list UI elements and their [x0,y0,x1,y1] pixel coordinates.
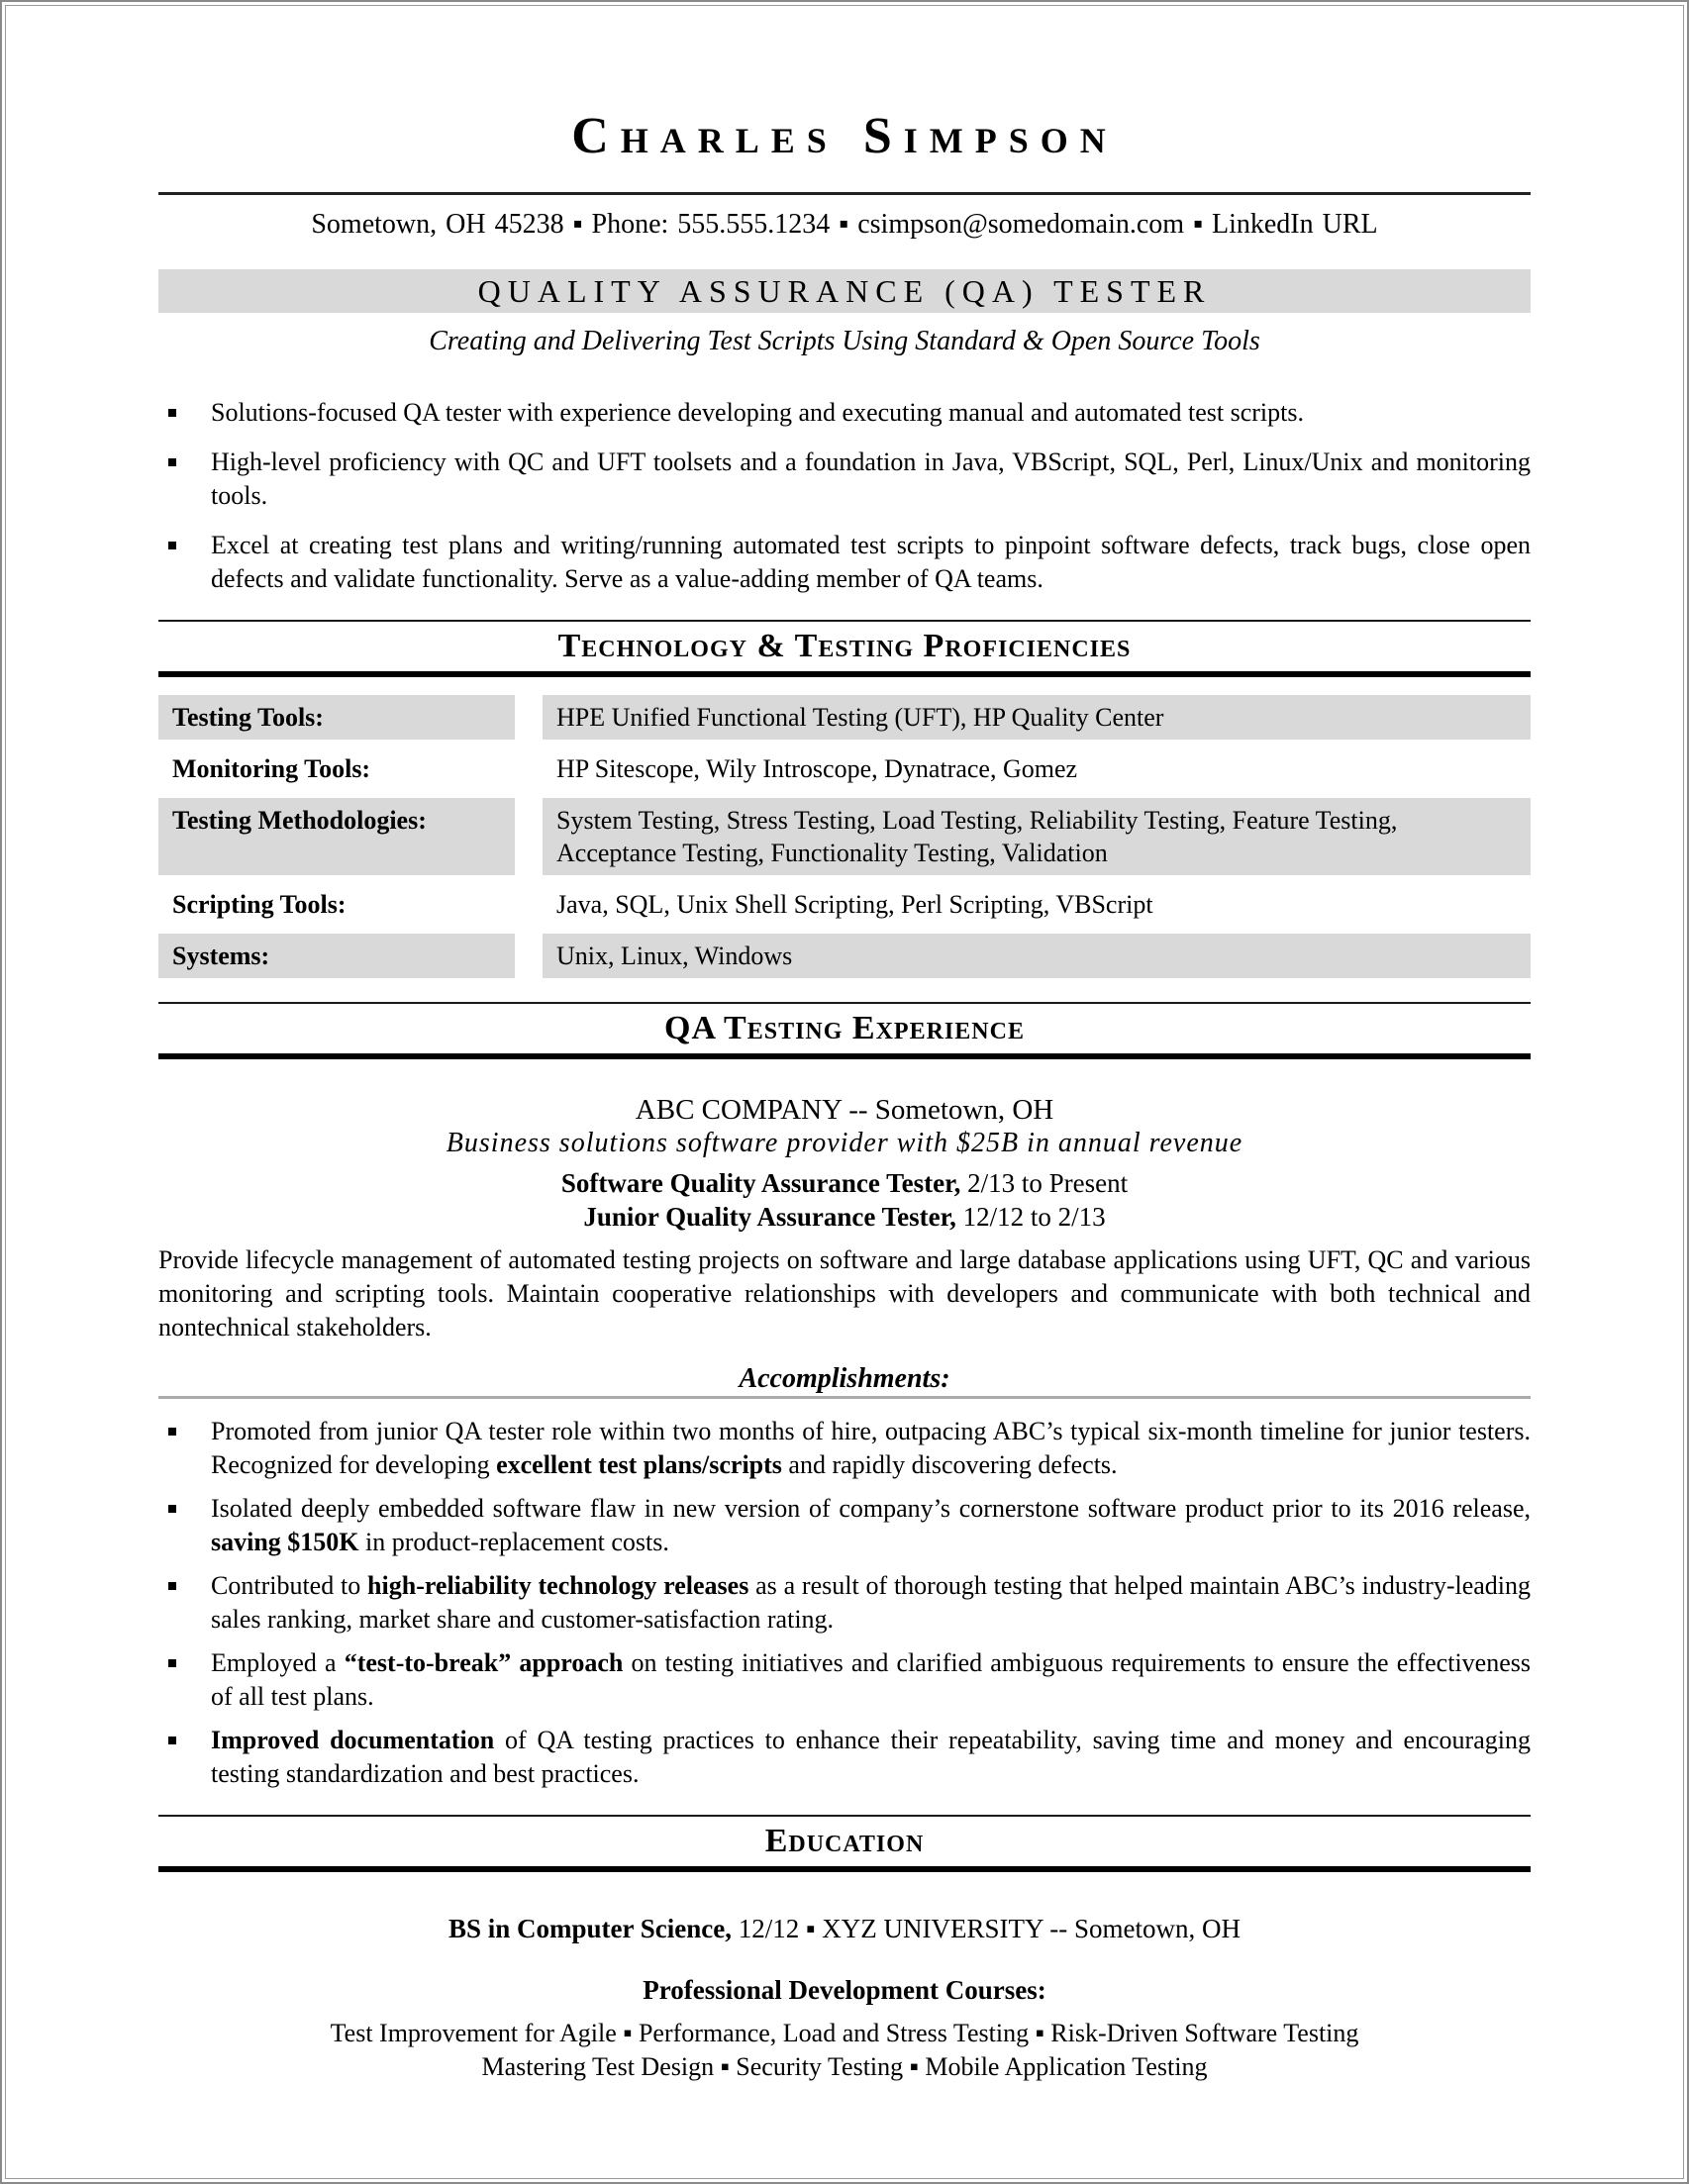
section-heading-education: Education [764,1823,925,1859]
accomplishment-item [158,1415,1531,1482]
role-line [158,1166,1531,1200]
column-gap [515,882,543,927]
row-label: Scripting Tools: [172,890,347,919]
row-label: Testing Methodologies: [158,798,515,875]
accomplishment-item [158,1646,1531,1714]
table-row [158,695,1531,740]
contact-line: Sometown, OH 45238 ▪ Phone: 555.555.1234 ▪ csimpson@somedomain.com ▪ LinkedIn URL [311,209,1378,240]
row-value: HP Sitescope, Wily Introscope, Dynatrace, Gomez [556,754,1078,783]
row-label: Testing Tools: [158,695,515,740]
row-value: System Testing, Stress Testing, Load Testing, Reliability Testing, Feature Testing, Acceptance Testing, Functionality Testing, Validation [543,798,1531,875]
accomplishment-text: Isolated deeply embedded software flaw in new version of company’s cornerstone software product prior to its 2016 release, saving $150K in product-replacement costs. [211,1494,1531,1556]
accomplishments-heading: Accomplishments: [739,1363,950,1394]
column-gap [515,934,543,978]
name-divider [158,192,1531,195]
section-divider-thick [158,1866,1531,1872]
bullet-square-icon [168,542,176,549]
column-gap [515,798,543,875]
role-list [158,1166,1531,1234]
summary-bullet [158,529,1531,596]
column-gap [515,746,543,791]
section-proficiencies-header [158,620,1531,677]
tagline: Creating and Delivering Test Scripts Using Standard & Open Source Tools [429,326,1260,356]
degree-line [158,1912,1531,1945]
table-row [158,746,1531,791]
table-row [158,934,1531,978]
bullet-square-icon [168,1659,176,1667]
section-education-header [158,1815,1531,1872]
section-divider-thick [158,671,1531,677]
experience-summary-paragraph: Provide lifecycle management of automated testing projects on software and large database applications using UFT, QC and various monitoring and scripting tools. Maintain cooperative relationships with developers and communicate with both technical and nontechnical stakeholders. [158,1245,1531,1341]
row-value: Java, SQL, Unix Shell Scripting, Perl Scripting, VBScript [556,890,1153,919]
row-value: Unix, Linux, Windows [543,934,1531,978]
accomplishment-text: Promoted from junior QA tester role within two months of hire, outpacing ABC’s typical six-month timeline for junior testers. Recognized for developing excellent test plans/scripts and rapidly discovering defects. [211,1417,1531,1479]
summary-bullet [158,396,1531,430]
bullet-square-icon [168,1428,176,1436]
bullet-square-icon [168,458,176,466]
section-experience-header [158,1002,1531,1059]
degree-title: BS in Computer Science, [447,1914,732,1943]
column-gap [515,695,543,740]
course-line: Test Improvement for Agile ▪ Performance, Load and Stress Testing ▪ Risk-Driven Software Testing [330,2019,1359,2047]
section-heading-proficiencies: Technology & Testing Proficiencies [557,628,1132,664]
section-divider-thick [158,1053,1531,1059]
row-value: HPE Unified Functional Testing (UFT), HP Quality Center [543,695,1531,740]
section-divider-thin [158,620,1531,622]
proficiencies-table [158,695,1531,978]
bullet-square-icon [168,409,176,417]
role-dates: 2/13 to Present [960,1168,1129,1198]
accomplishment-item [158,1569,1531,1637]
resume-content [158,2,1531,2084]
candidate-name: Charles Simpson [571,108,1118,164]
role-line [158,1200,1531,1234]
accomplishment-text: Employed a “test-to-break” approach on testing initiatives and clarified ambiguous requirements to ensure the effectiveness of all test plans. [211,1648,1531,1711]
role-dates: 12/12 to 2/13 [955,1202,1106,1232]
role-title: Junior Quality Assurance Tester, [583,1202,956,1232]
accomplishment-item [158,1492,1531,1559]
section-divider-thin [158,1002,1531,1004]
bullet-square-icon [168,1737,176,1744]
company-description: Business solutions software provider with $25B in annual revenue [446,1128,1243,1158]
bullet-square-icon [168,1505,176,1513]
accomplishment-text: Contributed to high-reliability technology releases as a result of thorough testing that helped maintain ABC’s industry-leading sales ranking, market share and customer-satisfaction rating. [211,1571,1532,1634]
summary-bullet-text: Excel at creating test plans and writing/running automated test scripts to pinpoint software defects, track bugs, close open defects and validate functionality. Serve as a value-adding member of QA teams. [211,531,1531,593]
accomplishment-item [158,1724,1531,1791]
accomplishments-divider [158,1396,1531,1399]
row-label: Systems: [158,934,515,978]
role-title: Software Quality Assurance Tester, [560,1168,961,1198]
table-row [158,798,1531,875]
accomplishments-list [158,1415,1531,1791]
job-title-banner: QUALITY ASSURANCE (QA) TESTER [158,269,1531,313]
row-label: Monitoring Tools: [172,754,371,783]
courses-heading: Professional Development Courses: [643,1975,1046,2005]
accomplishment-text: Improved documentation of QA testing practices to enhance their repeatability, saving time and money and encouraging testing standardization and best practices. [211,1726,1531,1788]
bullet-square-icon [168,1582,176,1590]
table-row [158,882,1531,927]
summary-bullet [158,446,1531,513]
section-heading-experience: QA Testing Experience [664,1010,1025,1046]
company-name: ABC COMPANY -- Sometown, OH [635,1094,1054,1126]
course-line: Mastering Test Design ▪ Security Testing ▪ Mobile Application Testing [481,2052,1208,2081]
summary-bullet-text: High-level proficiency with QC and UFT toolsets and a foundation in Java, VBScript, SQL, Perl, Linux/Unix and monitoring tools. [211,447,1531,510]
summary-bullet-list [158,396,1531,596]
summary-bullet-text: Solutions-focused QA tester with experience developing and executing manual and automated test scripts. [211,398,1304,427]
degree-details: 12/12 ▪ XYZ UNIVERSITY -- Sometown, OH [731,1914,1242,1943]
section-divider-thin [158,1815,1531,1817]
